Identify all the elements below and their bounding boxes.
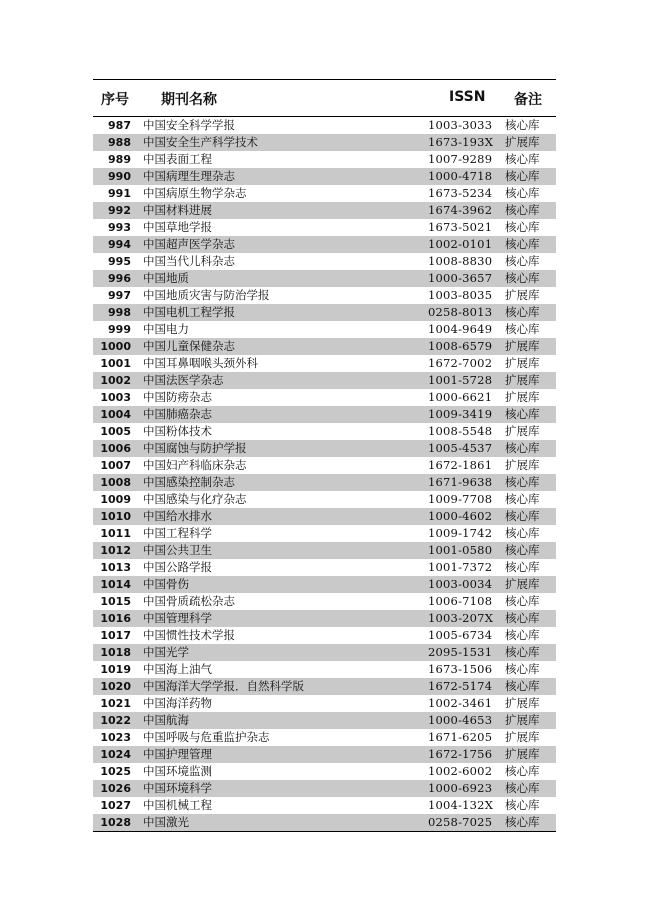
note-value: 核心库 [505,169,540,183]
row-number: 994 [108,238,131,251]
row-number: 989 [108,153,131,166]
journal-name: 中国海洋大学学报．自然科学版 [143,679,304,693]
note-value: 核心库 [505,305,540,319]
note-value: 核心库 [505,118,540,132]
journal-name: 中国环境科学 [143,781,212,795]
note-value: 扩展库 [505,339,540,353]
header-issn: ISSN [449,89,486,105]
table-row [93,185,556,202]
journal-name: 中国航海 [143,713,189,727]
issn-value: 1008-8830 [428,254,493,268]
row-number: 1000 [100,340,131,353]
journal-name: 中国表面工程 [143,152,212,166]
table-row [93,372,556,389]
table-row [93,559,556,576]
table-row [93,644,556,661]
journal-name: 中国惯性技术学报 [143,628,235,642]
table-row [93,508,556,525]
table-row [93,457,556,474]
issn-value: 1674-3962 [428,203,493,217]
table-row [93,627,556,644]
table-row [93,593,556,610]
note-value: 扩展库 [505,747,540,761]
row-number: 1017 [100,629,131,642]
journal-name: 中国公共卫生 [143,543,212,557]
journal-name: 中国骨质疏松杂志 [143,594,235,608]
note-value: 核心库 [505,560,540,574]
issn-value: 1008-5548 [428,424,493,438]
journal-name: 中国感染控制杂志 [143,475,235,489]
journal-name: 中国超声医学杂志 [143,237,235,251]
row-number: 1010 [100,510,131,523]
note-value: 扩展库 [505,713,540,727]
note-value: 核心库 [505,594,540,608]
issn-value: 1003-0034 [428,577,493,591]
issn-value: 1003-207X [428,611,494,625]
table-row [93,814,556,831]
note-value: 核心库 [505,407,540,421]
journal-name: 中国地质 [143,271,189,285]
note-value: 核心库 [505,186,540,200]
row-number: 1014 [100,578,131,591]
journal-name: 中国骨伤 [143,577,189,591]
issn-value: 1009-3419 [428,407,493,421]
row-number: 1028 [100,816,131,829]
row-number: 1026 [100,782,131,795]
journal-name: 中国防痨杂志 [143,390,212,404]
row-number: 991 [108,187,131,200]
row-number: 1023 [100,731,131,744]
issn-value: 1001-5728 [428,373,493,387]
row-number: 1013 [100,561,131,574]
issn-value: 1000-3657 [428,271,493,285]
journal-name: 中国安全生产科学技术 [143,135,258,149]
table-row [93,780,556,797]
note-value: 核心库 [505,220,540,234]
note-value: 核心库 [505,815,540,829]
row-number: 1015 [100,595,131,608]
row-number: 1025 [100,765,131,778]
issn-value: 1000-6923 [428,781,493,795]
table-row [93,355,556,372]
issn-value: 1673-5234 [428,186,493,200]
table-row [93,304,556,321]
row-number: 1004 [100,408,131,421]
row-number: 992 [108,204,131,217]
row-number: 1020 [100,680,131,693]
header-name: 期刊名称 [161,92,217,108]
issn-value: 1009-7708 [428,492,493,506]
issn-value: 0258-7025 [428,815,493,829]
issn-value: 1004-132X [428,798,494,812]
row-number: 1019 [100,663,131,676]
journal-table [93,79,556,832]
issn-value: 1007-9289 [428,152,493,166]
note-value: 核心库 [505,152,540,166]
table-row [93,389,556,406]
table-row [93,406,556,423]
journal-name: 中国光学 [143,645,189,659]
journal-name: 中国公路学报 [143,560,212,574]
issn-value: 1009-1742 [428,526,493,540]
issn-value: 1005-4537 [428,441,493,455]
issn-value: 1671-9638 [428,475,493,489]
note-value: 核心库 [505,543,540,557]
issn-value: 1672-7002 [428,356,493,370]
journal-name: 中国地质灾害与防治学报 [143,288,270,302]
table-row [93,491,556,508]
note-value: 核心库 [505,662,540,676]
issn-value: 1672-1861 [428,458,493,472]
journal-name: 中国病原生物学杂志 [143,186,247,200]
journal-name: 中国安全科学学报 [143,118,235,132]
journal-name: 中国电力 [143,322,189,336]
journal-name: 中国管理科学 [143,611,212,625]
row-number: 990 [108,170,131,183]
row-number: 1003 [100,391,131,404]
note-value: 核心库 [505,509,540,523]
issn-value: 1008-6579 [428,339,493,353]
row-number: 1009 [100,493,131,506]
note-value: 扩展库 [505,696,540,710]
table-row [93,219,556,236]
note-value: 核心库 [505,322,540,336]
row-number: 999 [108,323,131,336]
note-value: 扩展库 [505,730,540,744]
journal-name: 中国电机工程学报 [143,305,235,319]
issn-value: 1673-1506 [428,662,493,676]
header-note: 备注 [514,92,542,108]
issn-value: 1000-4602 [428,509,493,523]
row-number: 1027 [100,799,131,812]
journal-name: 中国粉体技术 [143,424,212,438]
table-row [93,151,556,168]
note-value: 扩展库 [505,356,540,370]
journal-name: 中国海洋药物 [143,696,212,710]
table-row [93,117,556,134]
issn-value: 1002-6002 [428,764,493,778]
row-number: 1006 [100,442,131,455]
journal-name: 中国材料进展 [143,203,212,217]
journal-name: 中国妇产科临床杂志 [143,458,247,472]
journal-name: 中国激光 [143,815,189,829]
issn-value: 2095-1531 [428,645,493,659]
issn-value: 1000-4653 [428,713,493,727]
note-value: 扩展库 [505,577,540,591]
issn-value: 1671-6205 [428,730,493,744]
journal-name: 中国感染与化疗杂志 [143,492,247,506]
table-row [93,610,556,627]
table-row [93,729,556,746]
table-row [93,440,556,457]
table-row [93,712,556,729]
note-value: 扩展库 [505,424,540,438]
table-row [93,270,556,287]
issn-value: 1003-3033 [428,118,493,132]
issn-value: 1002-3461 [428,696,493,710]
issn-value: 1004-9649 [428,322,493,336]
note-value: 核心库 [505,203,540,217]
row-number: 1021 [100,697,131,710]
journal-name: 中国工程科学 [143,526,212,540]
note-value: 核心库 [505,237,540,251]
note-value: 核心库 [505,271,540,285]
journal-name: 中国病理生理杂志 [143,169,235,183]
table-bottom-rule [93,831,556,832]
issn-value: 1003-8035 [428,288,493,302]
table-row [93,423,556,440]
issn-value: 1672-1756 [428,747,493,761]
note-value: 核心库 [505,781,540,795]
issn-value: 1673-5021 [428,220,493,234]
table-row [93,797,556,814]
table-row [93,542,556,559]
note-value: 核心库 [505,679,540,693]
journal-name: 中国环境监测 [143,764,212,778]
table-row [93,202,556,219]
note-value: 核心库 [505,254,540,268]
row-number: 1012 [100,544,131,557]
row-number: 1024 [100,748,131,761]
table-header [93,80,556,117]
journal-name: 中国呼吸与危重监护杂志 [143,730,270,744]
note-value: 核心库 [505,492,540,506]
table-row [93,678,556,695]
table-body [93,117,556,831]
row-number: 987 [108,119,131,132]
table-row [93,338,556,355]
table-row [93,695,556,712]
table-row [93,236,556,253]
issn-value: 0258-8013 [428,305,493,319]
row-number: 1001 [100,357,131,370]
row-number: 1016 [100,612,131,625]
table-row [93,134,556,151]
note-value: 核心库 [505,798,540,812]
row-number: 1007 [100,459,131,472]
note-value: 扩展库 [505,373,540,387]
issn-value: 1001-7372 [428,560,493,574]
journal-name: 中国机械工程 [143,798,212,812]
table-row [93,287,556,304]
row-number: 996 [108,272,131,285]
row-number: 1005 [100,425,131,438]
row-number: 995 [108,255,131,268]
row-number: 1008 [100,476,131,489]
table-row [93,168,556,185]
note-value: 核心库 [505,764,540,778]
journal-name: 中国儿童保健杂志 [143,339,235,353]
note-value: 核心库 [505,645,540,659]
table-row [93,525,556,542]
issn-value: 1673-193X [428,135,494,149]
table-row [93,321,556,338]
note-value: 扩展库 [505,135,540,149]
journal-name: 中国给水排水 [143,509,212,523]
table-row [93,253,556,270]
issn-value: 1001-0580 [428,543,493,557]
row-number: 1018 [100,646,131,659]
note-value: 扩展库 [505,458,540,472]
issn-value: 1005-6734 [428,628,493,642]
row-number: 1011 [100,527,131,540]
issn-value: 1672-5174 [428,679,493,693]
row-number: 1002 [100,374,131,387]
note-value: 核心库 [505,628,540,642]
journal-name: 中国当代儿科杂志 [143,254,235,268]
row-number: 998 [108,306,131,319]
journal-name: 中国肺癌杂志 [143,407,212,421]
row-number: 988 [108,136,131,149]
note-value: 核心库 [505,441,540,455]
note-value: 扩展库 [505,288,540,302]
note-value: 核心库 [505,475,540,489]
journal-name: 中国海上油气 [143,662,212,676]
note-value: 扩展库 [505,390,540,404]
table-row [93,474,556,491]
row-number: 1022 [100,714,131,727]
header-num: 序号 [101,92,129,108]
table-row [93,746,556,763]
note-value: 核心库 [505,526,540,540]
row-number: 997 [108,289,131,302]
journal-name: 中国草地学报 [143,220,212,234]
journal-name: 中国法医学杂志 [143,373,224,387]
issn-value: 1002-0101 [428,237,493,251]
table-row [93,661,556,678]
issn-value: 1006-7108 [428,594,493,608]
journal-name: 中国腐蚀与防护学报 [143,441,247,455]
row-number: 993 [108,221,131,234]
table-row [93,576,556,593]
table-row [93,763,556,780]
note-value: 核心库 [505,611,540,625]
journal-name: 中国耳鼻咽喉头颈外科 [143,356,258,370]
issn-value: 1000-6621 [428,390,493,404]
issn-value: 1000-4718 [428,169,493,183]
journal-name: 中国护理管理 [143,747,212,761]
